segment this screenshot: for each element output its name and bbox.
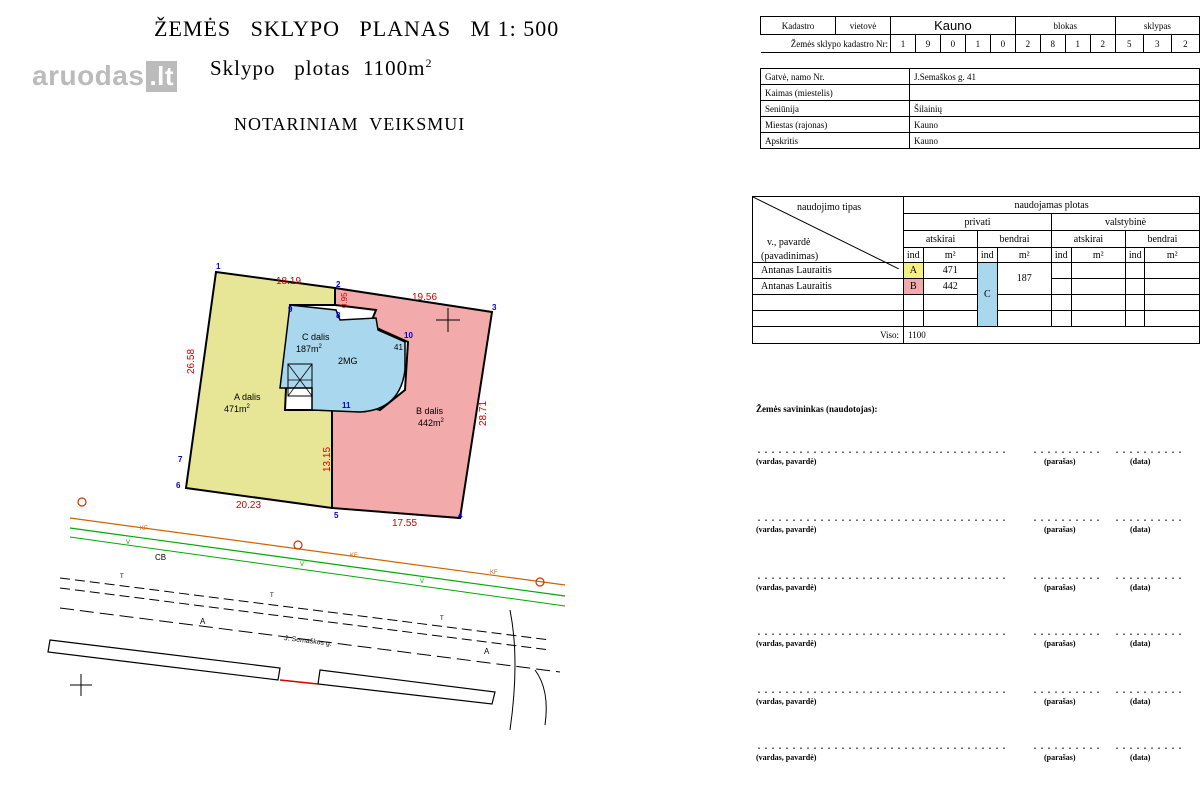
curve-line xyxy=(510,610,515,730)
part-a-m2: 471 xyxy=(923,263,977,279)
sign-dots: .......... xyxy=(1032,628,1103,639)
digit: 8 xyxy=(1040,35,1065,53)
sig-row-5-sign xyxy=(1032,686,1102,706)
kadastro-label: Kadastro xyxy=(761,17,836,35)
kf-label-1: KF xyxy=(140,526,148,532)
date-dots: .......... xyxy=(1114,572,1185,583)
t-label-2: T xyxy=(270,593,274,599)
part-a-name: A dalis xyxy=(234,392,261,402)
point-5: 5 xyxy=(334,511,339,520)
part-c-ind: C xyxy=(978,263,998,327)
dim-top-right: 19.56 xyxy=(412,292,438,303)
sig-row-3 xyxy=(756,572,1008,592)
blokas-label: blokas xyxy=(1015,17,1115,35)
v-label-3: V xyxy=(420,579,425,585)
name-dots: .................................... xyxy=(756,514,1009,525)
point-2: 2 xyxy=(336,280,341,289)
name-dots: .................................... xyxy=(756,446,1009,457)
total-label: Viso: xyxy=(753,327,904,344)
digit: 0 xyxy=(940,35,965,53)
digit: 3 xyxy=(1143,35,1171,53)
kf-label-2: KF xyxy=(350,553,358,559)
date-label: (data) xyxy=(1130,639,1151,648)
plot-area-line xyxy=(210,56,433,81)
curb-right xyxy=(318,670,495,704)
sig-row-6-sign xyxy=(1032,742,1102,762)
watermark-logo xyxy=(32,60,177,92)
date-label: (data) xyxy=(1130,583,1151,592)
name-label: (vardas, pavardė) xyxy=(756,639,817,648)
building-number: 41 xyxy=(394,343,403,352)
ind-header: ind xyxy=(978,248,998,263)
sig-row-5 xyxy=(756,686,1008,706)
t-label-1: T xyxy=(120,574,124,580)
cadastre-table xyxy=(760,16,1200,53)
sig-row-1-date xyxy=(1114,446,1184,466)
digit: 9 xyxy=(915,35,940,53)
kf-label-3: KF xyxy=(490,570,498,576)
well-marker-2 xyxy=(78,498,86,506)
digit: 1 xyxy=(965,35,990,53)
digit: 0 xyxy=(990,35,1015,53)
m2-header: m² xyxy=(1145,248,1200,263)
sig-row-3-sign xyxy=(1032,572,1102,592)
sign-label: (parašas) xyxy=(1044,639,1076,648)
part-b-ind: B xyxy=(904,279,924,295)
name-dots: .................................... xyxy=(756,686,1009,697)
date-dots: .......... xyxy=(1114,514,1185,525)
part-a-area-value: $471m^2$ xyxy=(224,404,250,414)
state-separate-header: atskirai xyxy=(1051,231,1125,248)
m2-header: m² xyxy=(997,248,1051,263)
cadastre-number-label: Žemės sklypo kadastro Nr: xyxy=(761,35,891,53)
date-dots: .......... xyxy=(1114,742,1185,753)
sig-row-1 xyxy=(756,446,1008,466)
m2-header: m² xyxy=(923,248,977,263)
sig-row-2-date xyxy=(1114,514,1184,534)
point-10: 10 xyxy=(404,331,413,340)
address-label: Kaimas (miestelis) xyxy=(761,85,910,101)
address-label: Seniūnija xyxy=(761,101,910,117)
address-value: J.Semaškos g. 41 xyxy=(910,69,1200,85)
sig-row-2 xyxy=(756,514,1008,534)
digit: 2 xyxy=(1171,35,1199,53)
dim-bottom-left: 20.23 xyxy=(236,500,262,511)
owner-row-name: Antanas Lauraitis xyxy=(753,263,904,279)
ind-header: ind xyxy=(1125,248,1145,263)
cb-label: CB xyxy=(155,553,167,562)
dim-left: 26.58 xyxy=(186,348,197,374)
v-line xyxy=(70,528,565,596)
address-value: Kauno xyxy=(910,117,1200,133)
address-table xyxy=(760,68,1200,149)
sign-dots: .......... xyxy=(1032,514,1103,525)
dim-right: 28.71 xyxy=(478,400,489,426)
date-dots: .......... xyxy=(1114,686,1185,697)
private-header: privati xyxy=(904,214,1052,231)
point-1: 1 xyxy=(216,262,221,271)
name-label: (vardas, pavardė) xyxy=(756,583,817,592)
date-label: (data) xyxy=(1130,697,1151,706)
gap-line xyxy=(280,680,318,684)
date-label: (data) xyxy=(1130,525,1151,534)
name-label: (vardas, pavardė) xyxy=(756,697,817,706)
v-label-1: V xyxy=(126,540,131,546)
sig-row-1-sign xyxy=(1032,446,1102,466)
date-label: (data) xyxy=(1130,753,1151,762)
digit: 5 xyxy=(1115,35,1143,53)
dim-top-left: 18.19 xyxy=(276,276,302,287)
curb-left xyxy=(48,640,280,680)
point-8: 8 xyxy=(336,311,341,320)
well-marker xyxy=(294,541,302,549)
road-a-label-1: A xyxy=(200,617,206,626)
dim-inner-short: 0.95 xyxy=(340,292,349,308)
sign-label: (parašas) xyxy=(1044,583,1076,592)
usage-corner xyxy=(753,197,904,263)
sign-label: (parašas) xyxy=(1044,697,1076,706)
m2-header: m² xyxy=(1071,248,1125,263)
site-plan-drawing xyxy=(40,260,580,730)
address-label: Gatvė, namo Nr. xyxy=(761,69,910,85)
name-label: (vardas, pavardė) xyxy=(756,525,817,534)
owners-title: Žemės savininkas (naudotojas): xyxy=(756,404,878,414)
name-label: (vardas, pavardė) xyxy=(756,457,817,466)
name-dots: .................................... xyxy=(756,742,1009,753)
sign-label: (parašas) xyxy=(1044,753,1076,762)
watermark-tld: .lt xyxy=(146,61,177,92)
address-value: Kauno xyxy=(910,133,1200,149)
name-label: (vardas, pavardė) xyxy=(756,753,817,762)
part-c-area-value: $187m^2$ xyxy=(296,344,322,354)
sig-row-3-date xyxy=(1114,572,1184,592)
watermark-brand: aruodas xyxy=(32,60,145,91)
vietove-label: vietovė xyxy=(836,17,891,35)
state-header: valstybinė xyxy=(1051,214,1199,231)
dim-inner-vertical: 13.15 xyxy=(322,446,333,472)
part-b-m2: 442 xyxy=(923,279,977,295)
plot-area-sup: 2 xyxy=(425,56,433,70)
part-b-name: B dalis xyxy=(416,406,444,416)
owner-row-name: Antanas Lauraitis xyxy=(753,279,904,295)
address-value: Šilainių xyxy=(910,101,1200,117)
ind-header: ind xyxy=(1051,248,1071,263)
sign-dots: .......... xyxy=(1032,742,1103,753)
name-dots: .................................... xyxy=(756,572,1009,583)
sign-label: (parašas) xyxy=(1044,457,1076,466)
sign-label: (parašas) xyxy=(1044,525,1076,534)
sign-dots: .......... xyxy=(1032,446,1103,457)
sig-row-4 xyxy=(756,628,1008,648)
part-c-m2: 187 xyxy=(997,263,1051,295)
point-9: 9 xyxy=(288,305,293,314)
address-value xyxy=(910,85,1200,101)
street-label: J. Semaškos g. xyxy=(283,635,333,648)
plan-title: ŽEMĖS SKLYPO PLANAS M 1: 500 xyxy=(154,16,560,41)
sign-dots: .......... xyxy=(1032,686,1103,697)
digit: 2 xyxy=(1090,35,1115,53)
private-shared-header: bendrai xyxy=(978,231,1052,248)
owner-title-label: (pavadinimas) xyxy=(761,251,819,262)
state-shared-header: bendrai xyxy=(1125,231,1199,248)
date-dots: .......... xyxy=(1114,628,1185,639)
used-area-header: naudojamas plotas xyxy=(904,197,1200,214)
usage-table-wrap xyxy=(752,196,1200,362)
digit: 2 xyxy=(1015,35,1040,53)
sig-row-5-date xyxy=(1114,686,1184,706)
sign-dots: .......... xyxy=(1032,572,1103,583)
name-dots: .................................... xyxy=(756,628,1009,639)
ind-header: ind xyxy=(904,248,924,263)
sig-row-4-date xyxy=(1114,628,1184,648)
address-label: Apskritis xyxy=(761,133,910,149)
total-value: 1100 xyxy=(904,327,1200,344)
date-dots: .......... xyxy=(1114,446,1185,457)
signature-block xyxy=(756,446,1196,786)
owner-name-label: v., pavardė xyxy=(767,237,811,248)
sig-row-4-sign xyxy=(1032,628,1102,648)
plot-area-label: Sklypo plotas xyxy=(210,56,363,80)
date-label: (data) xyxy=(1130,457,1151,466)
point-7: 7 xyxy=(178,455,183,464)
t-label-3: T xyxy=(440,616,444,622)
digit: 1 xyxy=(891,35,916,53)
sig-row-2-sign xyxy=(1032,514,1102,534)
v-label-2: V xyxy=(300,562,305,568)
plot-area-value: 1100m xyxy=(362,56,426,80)
address-label: Miestas (rajonas) xyxy=(761,117,910,133)
point-11: 11 xyxy=(342,401,351,410)
road-edge-1 xyxy=(60,578,550,640)
vietove-value: Kauno xyxy=(891,17,1016,35)
building-label: 2MG xyxy=(338,356,358,366)
road-a-label-2: A xyxy=(484,647,490,656)
private-separate-header: atskirai xyxy=(904,231,978,248)
part-b-area-value: $442m^2$ xyxy=(418,418,444,428)
digit: 1 xyxy=(1065,35,1090,53)
sklypas-label: sklypas xyxy=(1115,17,1199,35)
notary-caption: NOTARINIAM VEIKSMUI xyxy=(234,114,466,134)
point-6: 6 xyxy=(176,481,181,490)
point-3: 3 xyxy=(492,303,497,312)
curve-line-2 xyxy=(535,670,546,725)
point-4: 4 xyxy=(458,511,463,520)
part-a-ind: A xyxy=(904,263,924,279)
sig-row-6-date xyxy=(1114,742,1184,762)
part-c-name: C dalis xyxy=(302,332,330,342)
dim-bottom-right: 17.55 xyxy=(392,518,418,529)
sig-row-6 xyxy=(756,742,1008,762)
usage-table xyxy=(752,196,1200,344)
usage-type-label: naudojimo tipas xyxy=(797,202,862,213)
